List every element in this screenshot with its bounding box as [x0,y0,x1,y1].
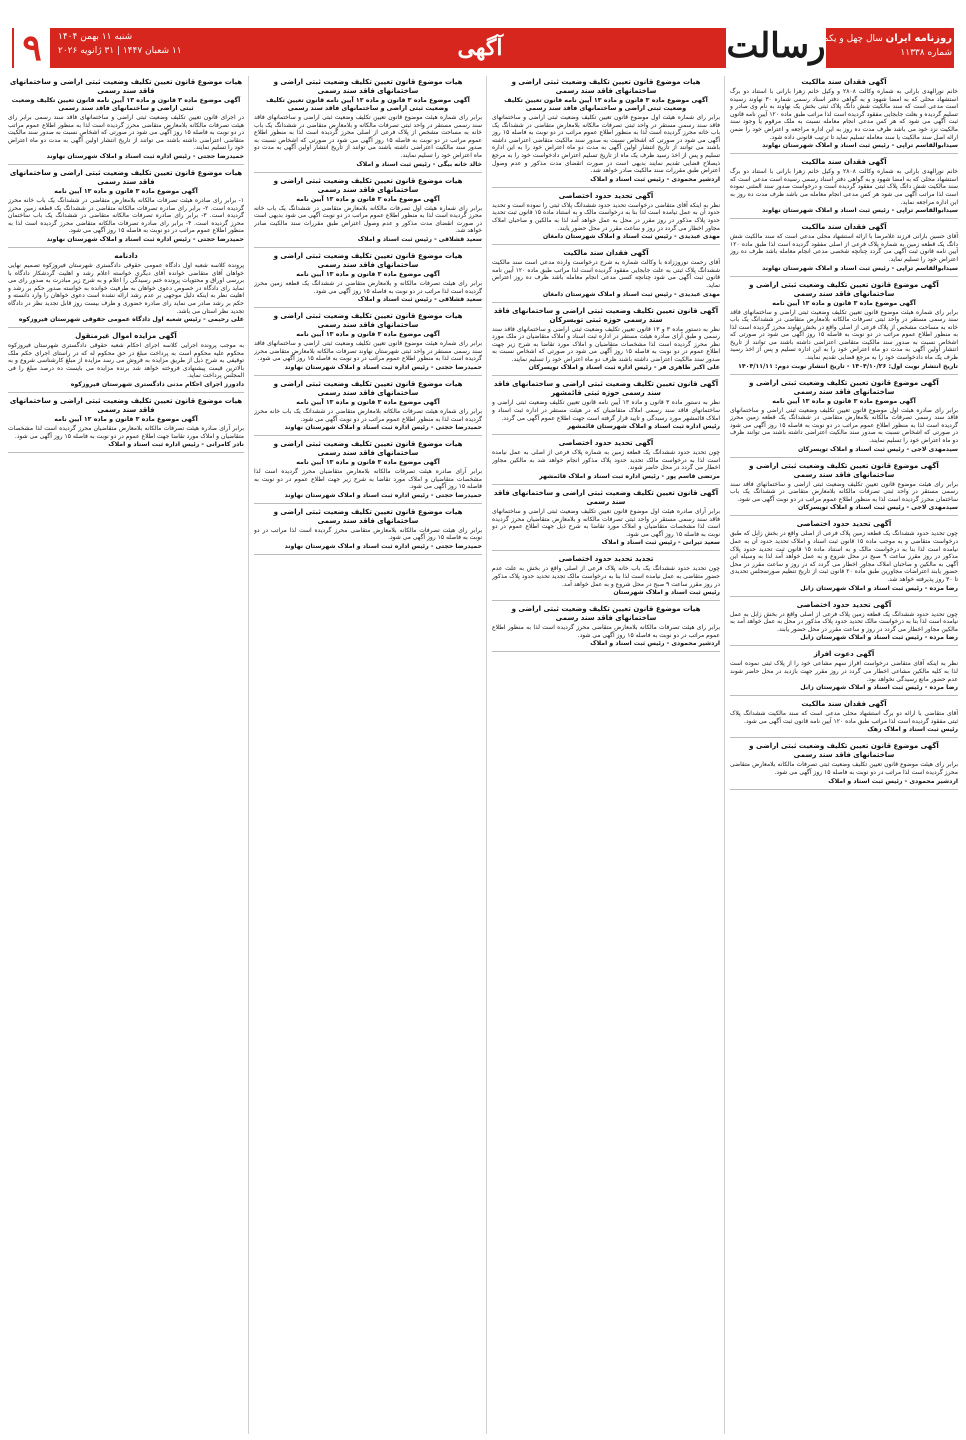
notice-separator [730,695,958,696]
notice-subtitle: آگهی موضوع ماده ۳ قانون و ماده ۱۳ آیین نامه [296,195,440,203]
legal-notice [254,312,482,376]
legal-notice [730,650,958,696]
notice-title: هیات موضوع قانون تعیین تکلیف وضعیت ثبتی اراضی و ساختمانهای فاقد سند رسمی [273,78,463,95]
legal-notice [254,177,482,248]
notice-signature: رئیس ثبت اسناد و املاک شهرستان [613,589,720,597]
notice-title: تجدید تحدید حدود اختصاصی [558,555,654,564]
notice-body: آقای متقاضی با ارائه دو برگ استشهاد محلی مدعی است که سند مالکیت ششدانگ پلاک ثبتی مفقود گردیده است لذا مراتب طبق ماده ۱۲۰ آیین نامه قانون ثبت آگهی می شود. [730,710,958,725]
notice-signature: تاریخ انتشار نوبت اول: ۱۴۰۴/۱۰/۲۶ - تاریخ انتشار نوبت دوم: ۱۴۰۴/۱۱/۱۱ [738,362,958,370]
section-title: آگهی [457,35,503,61]
legal-notice [8,78,244,165]
notice-subtitle: آگهی موضوع ماده ۳ قانون و ماده ۱۳ آیین نامه قانون تعیین تکلیف وضعیت ثبتی اراضی و ساختمانهای فاقد سند رسمی [504,97,708,112]
notice-body: چون تحدید حدود ششدانگ یک باب خانه پلاک فرعی از اصلی واقع در بخش به علت عدم حضور متقاضی به عمل نیامده است لذا بنا به درخواست مالک تجدید تحدید حدود پلاک مذکور در روز مقرر ساعت ۹ صبح در محل شروع و به عمل خواهد آمد. [492,565,720,588]
notice-separator [492,434,720,435]
notice-title: آگهی قانون تعیین تکلیف وضعیت ثبتی اراضی و ساختمانهای فاقد سند رسمی حوزه ثبتی تویسرکان [493,306,719,324]
notice-title: آگهی فقدان سند مالکیت [801,223,887,232]
notice-body: نظر به اینکه آقای متقاضی درخواست افراز سهم مشاعی خود را از پلاک ثبتی نموده است لذا به کلیه مالکین مشاعی اخطار می گردد در روز مقرر جهت بازدید در محل حاضر شوند عدم حضور مانع رسیدگی نخواهد بود. [730,660,958,683]
notice-title: هیات موضوع قانون تعیین تکلیف وضعیت ثبتی اراضی و ساختمانهای فاقد سند رسمی [9,168,243,186]
legal-notice [730,223,958,276]
notice-signature: رضا مرده - رئیس ثبت اسناد و املاک شهرستان زابل [800,584,958,592]
notice-title: آگهی مزایده اموال غیرمنقول [75,332,177,341]
legal-notice [730,379,958,458]
notice-separator [254,375,482,376]
notice-title: هیات موضوع قانون تعیین تکلیف وضعیت ثبتی اراضی و ساختمانهای فاقد سند رسمی [273,379,463,397]
legal-notice [254,380,482,436]
notice-title: هیات موضوع قانون تعیین تکلیف وضعیت ثبتی اراضی و ساختمانهای فاقد سند رسمی [511,605,701,623]
notice-title: آگهی تحدید حدود اختصاصی [558,191,654,200]
legal-notice [492,555,720,601]
date-block [58,30,182,58]
legal-notice [254,508,482,555]
notice-signature: سیدابوالقاسم تراپی - رئیس ثبت اسناد و املاک شهرستان نهاوند [762,207,958,215]
notice-body: آقای حسین بارانی فرزند غلامرضا با ارائه استشهاد محلی مدعی است که سند مالکیت شش دانگ یک قطعه زمین به شماره پلاک فرعی از اصلی مفقود گردیده است لذا طبق ماده ۱۲۰ آیین نامه قانون ثبت آگهی می گردد چنانچه شخصی مدعی انجام معامله باشد ظرف ده روز اعتراض خود را تسلیم نماید. [730,233,958,263]
notice-subtitle: آگهی موضوع ماده ۳ قانون و ماده ۱۳ آیین نامه [54,187,198,195]
notice-title: آگهی فقدان سند مالکیت [801,78,887,86]
notice-signature: مهدی عبدیدی - رئیس ثبت اسناد و املاک شهرستان دامغان [542,290,720,298]
notice-title: آگهی تحدید حدود اختصاصی [796,520,892,529]
notice-title: آگهی فقدان سند مالکیت [563,249,649,258]
notice-signature: سیدابوالقاسم تراپی - رئیس ثبت اسناد و املاک شهرستان نهاوند [762,142,958,150]
notice-signature: سیدمهدی لاجی - رئیس ثبت اسناد و املاک تویسرکان [798,504,958,512]
notice-body: برابر رای هیئت موضوع قانون تعیین تکلیف وضعیت ثبتی اراضی و ساختمانهای فاقد سند رسمی مستقر در واحد ثبتی تصرفات مالکانه بلامعارض متقاضی در ششدانگ یک باب ساختمان محرز گردیده است لذا به منظور اطلاع عموم مراتب در دو نوبت آگهی می شود. [730,480,958,503]
notice-title: آگهی فقدان سند مالکیت [801,158,887,167]
year-label: سال چهل و یکم [823,34,883,44]
notice-subtitle: آگهی موضوع ماده ۳ قانون و ماده ۱۳ آیین نامه [772,299,916,307]
column-3 [254,76,482,1434]
notice-signature: اردشیر محمودی - رئیس ثبت اسناد و املاک [590,175,720,183]
notice-subtitle: آگهی موضوع ماده ۳ قانون و ماده ۱۳ آیین نامه قانون تعیین تکلیف وضعیت ثبتی اراضی و ساختمانهای فاقد سند رسمی [266,97,470,112]
notice-separator [492,244,720,245]
notice-title: هیات موضوع قانون تعیین تکلیف وضعیت ثبتی اراضی و ساختمانهای فاقد سند رسمی [511,78,701,95]
notice-separator [8,452,244,453]
notice-signature: خالد خانه بیگی - رئیس ثبت اسناد و املاک [356,160,482,168]
notice-subtitle: آگهی موضوع ماده ۳ قانون و ماده ۱۳ آیین نامه [54,416,198,424]
notice-separator [254,307,482,308]
notice-title: هیات موضوع قانون تعیین تکلیف وضعیت ثبتی اراضی و ساختمانهای فاقد سند رسمی [9,78,243,95]
notice-body: نظر به اینکه آقای متقاضی درخواست تحدید حدود ششدانگ پلاک ثبتی را نموده است و تحدید حدود آن به عمل نیامده است لذا بنا به درخواست مالک و به استناد ماده ۱۵ قانون ثبت تحدید حدود پلاک مذکور در روز مقرر در محل به عمل خواهد آمد لذا به مالکین و صاحبان املاک مجاور اخطار می گردد در روز و ساعت مقرر در محل حضور یابند. [492,201,720,232]
notice-signature: حمیدرضا حجتی - رئیس اداره ثبت اسناد و املاک شهرستان نهاوند [284,363,482,371]
notice-separator [492,302,720,303]
page-number: ۹ [14,26,50,70]
notice-title: هیات موضوع قانون تعیین تکلیف وضعیت ثبتی اراضی و ساختمانهای فاقد سند رسمی [273,507,463,525]
legal-notice [254,78,482,173]
legal-notice [8,397,244,453]
notice-separator [492,484,720,485]
notice-separator [492,187,720,188]
notice-title: آگهی فقدان سند مالکیت [801,700,887,709]
notice-body: پرونده کلاسه شعبه اول دادگاه عمومی حقوقی دادگستری شهرستان فیروزکوه تصمیم نهایی خواهان آقای متقاضی خوانده آقای دیگری خواسته اعلام رشد و اهلیت گردشکار دادگاه با بررسی اوراق و محتویات پرونده ختم رسیدگی را اعلام و به شرح زیر مبادرت به صدور رای می نماید رای دادگاه در خصوص دعوی خواهان به طرفیت خوانده به خواسته صدور حکم بر رشد و اهلیت نظر به اینکه دلیل موجهی بر عدم رشد ارائه نشده است دعوی خواهان را وارد دانسته و حکم بر رشد صادر می نماید رای صادره حضوری و ظرف بیست روز قابل تجدید نظر در دادگاه تجدید نظر استان می باشد. [8,261,244,315]
notice-signature: علی اکبر طاهری فر - رئیس اداره ثبت اسناد و املاک تویسرکان [528,364,720,372]
notice-body: برابر رای شماره هیئت اول تصرفات مالکانه بلامعارض متقاضی در ششدانگ یک باب خانه محرز گردیده است لذا به منظور اطلاع عموم مراتب در دو نوبت آگهی می شود بدیهی است در صورت انقضای مدت مذکور و عدم وصول اعتراض طبق مقررات سند مالکیت صادر خواهد شد. [254,204,482,235]
notice-body: برابر رای هیئت تصرفات مالکانه و بلامعارض متقاضی در ششدانگ یک قطعه زمین محرز گردیده است لذا مراتب در دو نوبت به فاصله ۱۵ روز آگهی می شود. [254,279,482,295]
notice-body: خانم نورالهدی بارانی به شماره وکالت ۲۸۰۸ و وکیل خانم زهرا بارانی با استناد دو برگ استشهاد محلی که به امضا شهود و به گواهی دفتر اسناد رسمی شماره ۳۰ نهاوند رسیده است مدعی است که سند مالکیت شش دانگ پلاک ثبتی بخش یک نهاوند به نام وی صادر و تسلیم گردیده و بعلت جابجایی مفقود گردیده است لذا مراتب طبق ماده ۱۲۰ آیین نامه قانون ثبت آگهی می شود که هر کس مدعی انجام معامله نسبت به ملک مرقوم یا وجود سند مالکیت نزد خود می باشد ظرف مدت ده روز به این اداره مراجعه و اعتراض خود را ضمن ارائه اصل سند مالکیت یا سند معامله تسلیم نماید تا ترتیب قانونی داده شود. [730,88,958,141]
notice-separator [492,550,720,551]
legal-notice [730,462,958,517]
legal-notice [8,169,244,248]
notice-signature: مهدی عبدیدی - رئیس ثبت اسناد و املاک شهرستان دامغان [542,233,720,241]
legal-notice [254,440,482,504]
notice-separator [730,276,958,277]
date-hijri-gregorian: ۱۱ شعبان ۱۴۴۷ | ۳۱ ژانویه ۲۰۲۶ [58,46,182,56]
legal-notice [492,307,720,377]
notice-body: برابر آرای صادره هیئت تصرفات مالکانه بلامعارض متقاضیان محرز گردیده است لذا مشخصات متقاضیان و املاک مورد تقاضا جهت اطلاع عموم در دو نوبت به فاصله ۱۵ روز آگهی می شود. [8,425,244,440]
notice-signature: حمیدرضا حجتی - رئیس اداره ثبت اسناد و املاک شهرستان نهاوند [46,152,244,160]
brand-label: روزنامه ایران [885,33,952,44]
notice-body: برابر رای هیئت تصرفات مالکانه بلامعارض متقاضی محرز گردیده است لذا مراتب در دو نوبت به فاصله ۱۵ روز آگهی می شود. [254,526,482,542]
date-persian: شنبه ۱۱ بهمن ۱۴۰۴ [58,32,133,42]
notice-separator [492,375,720,376]
legal-notice [254,252,482,308]
legal-notice [492,249,720,302]
notice-title: آگهی موضوع قانون تعیین تکلیف وضعیت ثبتی اراضی و ساختمانهای فاقد سند رسمی [749,378,939,396]
newspaper-logo: رسالت [726,20,826,72]
notice-signature: رضا مرده - رئیس ثبت اسناد و املاک شهرستان زابل [800,634,958,642]
notice-body: خانم نورالهدی بارانی به شماره وکالت ۲۸۰۸ و وکیل خانم زهرا بارانی با استناد دو برگ استشهاد محلی که به امضا شهود و به گواهی دفتر اسناد رسمی رسیده است مدعی است که سند مالکیت شش دانگ پلاک ثبتی مفقود گردیده است و درخواست صدور سند المثنی نموده است لذا مراتب آگهی می شود هر کس مدعی انجام معامله می باشد ظرف مدت ده روز به این اداره مراجعه نماید. [730,168,958,206]
notice-body: برابر رای شماره هیئت موضوع قانون تعیین تکلیف وضعیت ثبتی اراضی و ساختمانهای فاقد سند رسمی مستقر در واحد ثبتی تصرفات مالکانه و بلامعارض متقاضی در ششدانگ یک باب خانه به مساحت مشخص از پلاک فرعی از اصلی محرز گردیده است لذا به منظور اطلاع عموم مراتب در دو نوبت به فاصله ۱۵ روز آگهی می شود در صورتی که اشخاص نسبت به صدور سند مالکیت اعتراضی داشته باشند می توانند از تاریخ انتشار اولین آگهی به مدت دو ماه اعتراض خود را تسلیم نمایند. [254,114,482,159]
notice-subtitle: آگهی موضوع ماده ۳ قانون و ماده ۱۳ آیین نامه [296,270,440,278]
notice-signature: سعید قشلاقی - رئیس ثبت اسناد و املاک [357,296,482,304]
notice-separator [8,327,244,328]
notice-title: هیات موضوع قانون تعیین تکلیف وضعیت ثبتی اراضی و ساختمانهای فاقد سند رسمی [9,397,243,415]
notice-signature: اردشیر محمودی - رئیس ثبت اسناد و املاک [828,777,958,785]
notice-separator [254,172,482,173]
legal-notice [730,78,958,154]
notice-separator [254,554,482,555]
notice-subtitle: آگهی موضوع ماده ۳ قانون و ماده ۱۳ آیین نامه [772,397,916,405]
ads-columns [8,76,958,1434]
notice-subtitle: آگهی موضوع ماده ۳ قانون و ماده ۱۳ آیین نامه [296,398,440,406]
notice-title: آگهی موضوع قانون تعیین تکلیف وضعیت ثبتی اراضی و ساختمانهای فاقد سند رسمی [749,742,939,760]
notice-signature: حمیدرضا حجتی - رئیس اداره ثبت اسناد و املاک شهرستان نهاوند [284,543,482,551]
notice-separator [254,503,482,504]
notice-signature: دادورز اجرای احکام مدنی دادگستری شهرستان فیروزکوه [70,381,244,389]
notice-separator [8,164,244,165]
legal-notice [492,192,720,245]
notice-title: هیات موضوع قانون تعیین تکلیف وضعیت ثبتی اراضی و ساختمانهای فاقد سند رسمی [273,312,463,330]
notice-signature: اردشیر محمودی - رئیس ثبت اسناد و املاک [590,640,720,648]
notice-separator [730,457,958,458]
notice-body: برابر رای شماره هیئت موضوع قانون تعیین تکلیف وضعیت ثبتی اراضی و ساختمانهای فاقد سند رسمی مستقر در واحد ثبتی تصرفات مالکانه بلامعارض متقاضی در ششدانگ یک باب خانه به مساحت مشخص از پلاک فرعی از اصلی واقع در بخش نهاوند محرز گردیده است لذا به منظور اطلاع عموم مراتب در دو نوبت به فاصله ۱۵ روز آگهی می شود در صورتی که اشخاص نسبت به صدور سند مالکیت متقاضی اعتراضی داشته باشند می توانند از تاریخ انتشار اولین آگهی به مدت دو ماه اعتراض خود را به این اداره تسلیم و پس از اخذ رسید ظرف یک ماه دادخواست خود را به مرجع قضایی تقدیم نمایند. [730,308,958,362]
legal-notice [730,700,958,738]
notice-body: برابر رای صادره هیئت اول موضوع قانون تعیین تکلیف وضعیت ثبتی اراضی و ساختمانهای فاقد سند رسمی تصرفات مالکانه بلامعارض متقاضی در ششدانگ یک قطعه زمین محرز گردیده است لذا به منظور اطلاع عموم مراتب در دو نوبت به فاصله ۱۵ روز آگهی می شود در صورتی که اشخاص نسبت به صدور سند مالکیت اعتراضی داشته باشند می توانند ظرف دو ماه اعتراض خود را تسلیم نمایند. [730,406,958,445]
notice-signature: سیدمهدی لاجی - رئیس ثبت اسناد و املاک تویسرکان [798,445,958,453]
notice-title: آگهی قانون تعیین تکلیف وضعیت ثبتی اراضی و ساختمانهای فاقد سند رسمی [493,489,719,507]
legal-notice [730,601,958,647]
notice-signature: نادر کامرانی - رئیس اداره ثبت اسناد و املاک [108,441,244,449]
legal-notice [730,281,958,375]
notice-title: آگهی موضوع قانون تعیین تکلیف وضعیت ثبتی اراضی و ساختمانهای فاقد سند رسمی [749,461,939,479]
legal-notice [730,742,958,789]
notice-separator [492,600,720,601]
notice-body: چون تحدید حدود ششدانگ یک قطعه زمین پلاک فرعی از اصلی واقع در بخش زابل به عمل نیامده است لذا بنا به درخواست مالک تحدید حدود پلاک مذکور در محل به عمل خواهد آمد به مالکین مجاور اخطار می گردد در روز و ساعت مقرر در محل حضور یابند. [730,610,958,633]
legal-notice [8,332,244,393]
notice-separator [254,435,482,436]
issue-meta [823,32,952,60]
notice-title: آگهی موضوع قانون تعیین تکلیف وضعیت ثبتی اراضی و ساختمانهای فاقد سند رسمی [749,280,939,298]
notice-separator [8,392,244,393]
notice-body: نظر به دستور ماده ۳ قانون و ماده ۱۳ آیین نامه قانون تعیین تکلیف وضعیت ثبتی اراضی و ساختمانهای فاقد سند رسمی املاک متقاضیان که در هیئت مستقر در اداره ثبت اسناد و املاک قائمشهر مورد رسیدگی و تایید قرار گرفته است جهت اطلاع عموم آگهی می گردد. [492,399,720,422]
notice-signature: سیدابوالقاسم تراپی - رئیس ثبت اسناد و املاک شهرستان نهاوند [762,264,958,272]
notice-signature: رئیس ثبت اسناد و املاک زهک [867,726,958,734]
notice-title: آگهی دعوت افراز [813,650,875,659]
notice-separator [730,374,958,375]
notice-body: برابر رای شماره هیئت اول موضوع قانون تعیین تکلیف وضعیت ثبتی اراضی و ساختمانهای فاقد سند رسمی مستقر در واحد ثبتی تصرفات مالکانه بلامعارض متقاضی در ششدانگ یک باب خانه محرز گردیده است لذا به منظور اطلاع عموم مراتب در دو نوبت به فاصله ۱۵ روز آگهی می شود در صورتی که اشخاص نسبت به صدور سند مالکیت متقاضی اعتراضی داشته باشند می توانند از تاریخ انتشار اولین آگهی به مدت دو ماه اعتراض خود را به این اداره تسلیم و پس از اخذ رسید ظرف یک ماه از تاریخ تسلیم اعتراض دادخواست خود را به مرجع ذیصلاح قضایی تقدیم نمایند بدیهی است در صورت انقضای مدت مذکور و عدم وصول اعتراض طبق مقررات سند مالکیت صادر خواهد شد. [492,114,720,175]
column-4 [8,76,244,1434]
column-divider [486,76,487,1434]
notice-body: ۱- برابر رای صادره هیئت تصرفات مالکانه بلامعارض متقاضی در ششدانگ یک باب خانه محرز گردیده است. ۲- برابر رای صادره تصرفات مالکانه متقاضی در ششدانگ یک قطعه زمین محرز گردیده است. ۳- برابر رای صادره تصرفات مالکانه متقاضی در ششدانگ یک باب ساختمان محرز گردیده است. ۴- برابر رای صادره تصرفات مالکانه متقاضی محرز گردیده است لذا به منظور اطلاع عموم مراتب در دو نوبت به فاصله ۱۵ روز آگهی می شود. [8,196,244,235]
legal-notice [492,489,720,551]
notice-title: هیات موضوع قانون تعیین تکلیف وضعیت ثبتی اراضی و ساختمانهای فاقد سند رسمی [273,176,463,194]
notice-signature: رضا مرده - رئیس ثبت اسناد و املاک شهرستان زابل [800,684,958,692]
column-1 [730,76,958,1434]
notice-body: آقای رحمت نوروززاده با وکالت شماره به شرح درخواست وارده مدعی است سند مالکیت ششدانگ پلاک ثبتی به علت جابجایی مفقود گردیده است لذا مراتب طبق ماده ۱۲۰ آیین نامه قانون ثبت آگهی می شود چنانچه کسی مدعی انجام معامله باشد ظرف ده روز اعتراض نماید. [492,259,720,289]
notice-signature: علی رحیمی - رئیس شعبه اول دادگاه عمومی حقوقی شهرستان فیروزکوه [18,316,244,324]
notice-title: هیات موضوع قانون تعیین تکلیف وضعیت ثبتی اراضی و ساختمانهای فاقد سند رسمی [273,251,463,269]
legal-notice [492,380,720,435]
notice-body: چون تحدید حدود ششدانگ یک قطعه زمین به شماره پلاک فرعی از اصلی به عمل نیامده است لذا به درخواست مالک تحدید حدود پلاک مذکور انجام خواهد شد به مالکین مجاور اخطار می گردد در محل حاضر شوند. [492,449,720,472]
notice-body: نظر به دستور ماده ۳ و ۱۳ قانون تعیین تکلیف وضعیت ثبتی اراضی و ساختمانهای فاقد سند رسمی و طبق آرای صادره هیئت مستقر در اداره ثبت اسناد و املاک متقاضیان در ملک مورد نظر محرز گردیده است لذا مشخصات متقاضیان و املاک مورد تقاضا به شرح زیر جهت اطلاع عموم در دو نوبت به فاصله ۱۵ روز آگهی می شود در صورتی که اشخاص نسبت به صدور سند مالکیت اعتراضی داشته باشند ظرف دو ماه اعتراض خود را تسلیم نمایند. [492,325,720,363]
notice-subtitle: آگهی موضوع ماده ۳ قانون و ماده ۱۳ آیین نامه قانون تعیین تکلیف وضعیت ثبتی اراضی و ساختمانهای فاقد سند رسمی [11,97,241,112]
notice-title: دادنامه [114,251,138,260]
notice-separator [730,153,958,154]
column-2 [492,76,720,1434]
notice-separator [730,218,958,219]
legal-notice [492,439,720,485]
notice-separator [730,515,958,516]
legal-notice [730,520,958,596]
notice-signature: حمیدرضا حجتی - رئیس اداره ثبت اسناد و املاک شهرستان نهاوند [46,235,244,243]
notice-separator [254,247,482,248]
legal-notice [730,158,958,219]
notice-signature: رئیس اداره ثبت اسناد و املاک شهرستان قائمشهر [567,423,720,431]
legal-notice [8,252,244,328]
notice-body: برابر آرای صادره هیئت اول موضوع قانون تعیین تکلیف وضعیت ثبتی اراضی و ساختمانهای فاقد سند رسمی مستقر در واحد ثبتی تصرفات مالکانه و بلامعارض متقاضیان محرز گردیده است لذا مشخصات متقاضیان و املاک مورد تقاضا به شرح ذیل جهت اطلاع عموم در دو نوبت به فاصله ۱۵ روز آگهی می شود. [492,508,720,538]
notice-title: آگهی قانون تعیین تکلیف وضعیت ثبتی اراضی و ساختمانهای فاقد سند رسمی حوزه ثبتی قائمشهر [493,380,719,398]
notice-body: در اجرای قانون تعیین تکلیف وضعیت ثبتی اراضی و ساختمانهای فاقد سند رسمی برابر رای هیئت تصرفات مالکانه بلامعارض متقاضی محرز گردیده است لذا به منظور اطلاع عموم مراتب در دو نوبت به فاصله ۱۵ روز آگهی می شود در صورتی که اشخاص نسبت به صدور سند مالکیت متقاضی اعتراضی داشته باشند می توانند از تاریخ انتشار اولین آگهی به مدت دو ماه اعتراض خود را تسلیم نمایند. [8,114,244,152]
column-divider [724,76,725,1434]
notice-title: آگهی تحدید حدود اختصاصی [558,439,654,448]
masthead [0,0,966,72]
legal-notice [492,78,720,188]
notice-title: آگهی تحدید حدود اختصاصی [796,600,892,609]
notice-body: برابر رای هیئت تصرفات مالکانه بلامعارض متقاضی محرز گردیده است لذا به منظور اطلاع عموم مراتب در دو نوبت به فاصله ۱۵ روز آگهی می شود. [492,624,720,639]
notice-body: چون تحدید حدود ششدانگ یک قطعه زمین پلاک فرعی از اصلی واقع در بخش زابل که طبق درخواست متقاضی و به موجب ماده ۱۵ قانون ثبت اسناد و املاک تحدید حدود آن به عمل نیامده است لذا بنا به درخواست مالک و به استناد ماده ۱۵ قانون ثبت تحدید حدود پلاک مذکور در روز مقرر ساعت ۹ صبح در محل شروع و به عمل خواهد آمد لذا به وسیله این آگهی به مالکین و صاحبان املاک مجاور اخطار می گردد که در روز و ساعت مقرر در محل حضور یابند اعتراضات مجاورین طبق ماده ۲۰ قانون ثبت از تاریخ تنظیم صورتمجلس تحدیدی تا ۳۰ روز پذیرفته خواهد شد. [730,530,958,583]
notice-title: هیات موضوع قانون تعیین تکلیف وضعیت ثبتی اراضی و ساختمانهای فاقد سند رسمی [273,440,463,458]
notice-body: برابر رای شماره هیئت موضوع قانون تعیین تکلیف وضعیت ثبتی اراضی و ساختمانهای فاقد سند رسمی مستقر در واحد ثبتی شهرستان نهاوند تصرفات مالکانه بلامعارض متقاضی محرز گردیده است لذا به منظور اطلاع عموم مراتب در دو نوبت به فاصله ۱۵ روز آگهی می شود. [254,340,482,363]
notice-separator [492,651,720,652]
notice-signature: حمیدرضا حجتی - رئیس اداره ثبت اسناد و املاک شهرستان نهاوند [284,424,482,432]
notice-subtitle: آگهی موضوع ماده ۳ قانون و ماده ۱۳ آیین نامه [296,459,440,467]
notice-signature: حمیدرضا حجتی - رئیس اداره ثبت اسناد و املاک شهرستان نهاوند [284,491,482,499]
notice-body: برابر آرای صادره هیئت تصرفات مالکانه بلامعارض متقاضیان محرز گردیده است لذا مشخصات متقاضیان و املاک مورد تقاضا به شرح زیر جهت اطلاع عموم در دو نوبت به فاصله ۱۵ روز آگهی می شود. [254,468,482,491]
notice-body: برابر رای شماره هیئت تصرفات مالکانه بلامعارض متقاضی در ششدانگ یک باب خانه محرز گردیده است لذا به منظور اطلاع عموم مراتب در دو نوبت آگهی می شود. [254,407,482,423]
notice-signature: سعید قشلاقی - رئیس ثبت اسناد و املاک [357,235,482,243]
notice-separator [730,645,958,646]
column-divider [248,76,249,1434]
notice-body: به موجب پرونده اجرایی کلاسه اجرای احکام شعبه حقوقی دادگستری شهرستان فیروزکوه محکوم علیه محکوم است به پرداخت مبلغ در حق محکوم له که در راستای اجرای حکم ملک توقیفی به شرح ذیل از طریق مزایده به فروش می رسد مزایده از مبلغ کارشناسی شروع و به بالاترین قیمت پیشنهادی فروخته خواهد شد برنده مزایده می بایست ده درصد مبلغ را فی المجلس پرداخت نماید. [8,342,244,380]
notice-separator [8,247,244,248]
notice-separator [730,596,958,597]
legal-notice [492,605,720,652]
notice-body: برابر رای هیئت موضوع قانون تعیین تکلیف وضعیت ثبتی تصرفات مالکانه بلامعارض متقاضی محرز گردیده است لذا مراتب در دو نوبت به فاصله ۱۵ روز آگهی می شود. [730,761,958,776]
notice-signature: مرتضی قاسم پور - رئیس اداره ثبت اسناد و املاک قائمشهر [539,473,720,481]
issue-number: شماره ۱۱۳۳۸ [900,48,952,58]
notice-subtitle: آگهی موضوع ماده ۳ قانون و ماده ۱۳ آیین نامه [296,331,440,339]
notice-signature: سعید تیرانی - رئیس ثبت اسناد و املاک [601,539,720,547]
notice-separator [730,737,958,738]
notice-separator [730,789,958,790]
